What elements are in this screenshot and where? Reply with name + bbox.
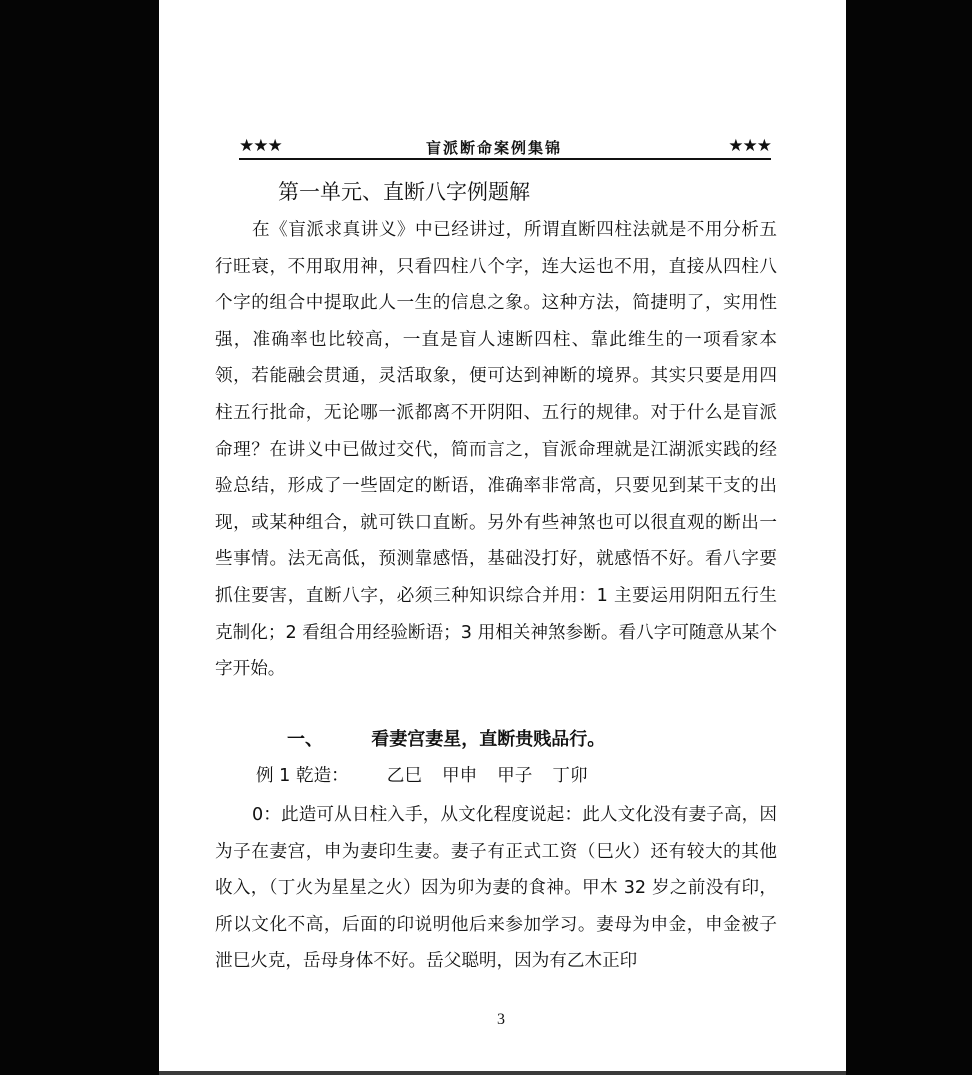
page-number: 3	[497, 1011, 505, 1028]
intro-paragraph: 在《盲派求真讲义》中已经讲过，所谓直断四柱法就是不用分析五行旺衰，不用取用神，只看四柱八个字，连大运也不用，直接从四柱八个字的组合中提取此人一生的信息之象。这种方法，简捷明了，实用性强，准确率也比较高，一直是盲人速断四柱、靠此维生的一项看家本领，若能融会贯通，灵活取象，便可达到神断的境界。其实只要是用四柱五行批命，无论哪一派都离不开阴阳、五行的规律。对于什么是盲派命理？在讲义中已做过交代，简而言之，盲派命理就是江湖派实践的经验总结，形成了一些固定的断语，准确率非常高，只要见到某干支的出现，或某种组合，就可铁口直断。另外有些神煞也可以很直观的断出一些事情。法无高低，预测靠感悟，基础没打好，就感悟不好。看八字要抓住要害，直断八字，必须三种知识综合并用：1 主要运用阴阳五行生克制化；2 看组合用经验断语；3 用相关神煞参断。看八字可随意从某个字开始。	[215, 220, 777, 680]
section-number: 一、	[287, 729, 323, 750]
pillar-month: 甲申	[441, 766, 478, 786]
header-stars-right: ★★★	[728, 136, 771, 156]
example-paragraph: 0：此造可从日柱入手，从文化程度说起：此人文化没有妻子高，因为子在妻宫，申为妻印生妻。妻子有正式工资（巳火）还有较大的其他收入，（丁火为星星之火）因为卯为妻的食神。甲木 32 岁之前没有印，所以文化不高，后面的印说明他后来参加学习。妻母为申金，申金被子泄巳火克，岳母身体不好。岳父聪明，因为有乙木正印	[215, 805, 777, 972]
running-header	[239, 136, 771, 160]
pillar-day: 甲子	[497, 766, 533, 786]
intro-section	[215, 212, 777, 688]
header-stars-left: ★★★	[239, 136, 282, 156]
document-page	[159, 0, 846, 1075]
chapter-title: 第一单元、直断八字例题解	[278, 180, 530, 204]
section-heading	[287, 725, 605, 751]
section-title: 看妻宫妻星，直断贵贱品行。	[371, 729, 606, 750]
header-title: 盲派断命案例集锦	[426, 139, 563, 157]
pillar-year: 乙巳	[386, 766, 422, 786]
example-section	[215, 772, 777, 980]
example-label: 例 1 乾造：	[256, 766, 349, 786]
pillar-hour: 丁卯	[552, 766, 588, 786]
